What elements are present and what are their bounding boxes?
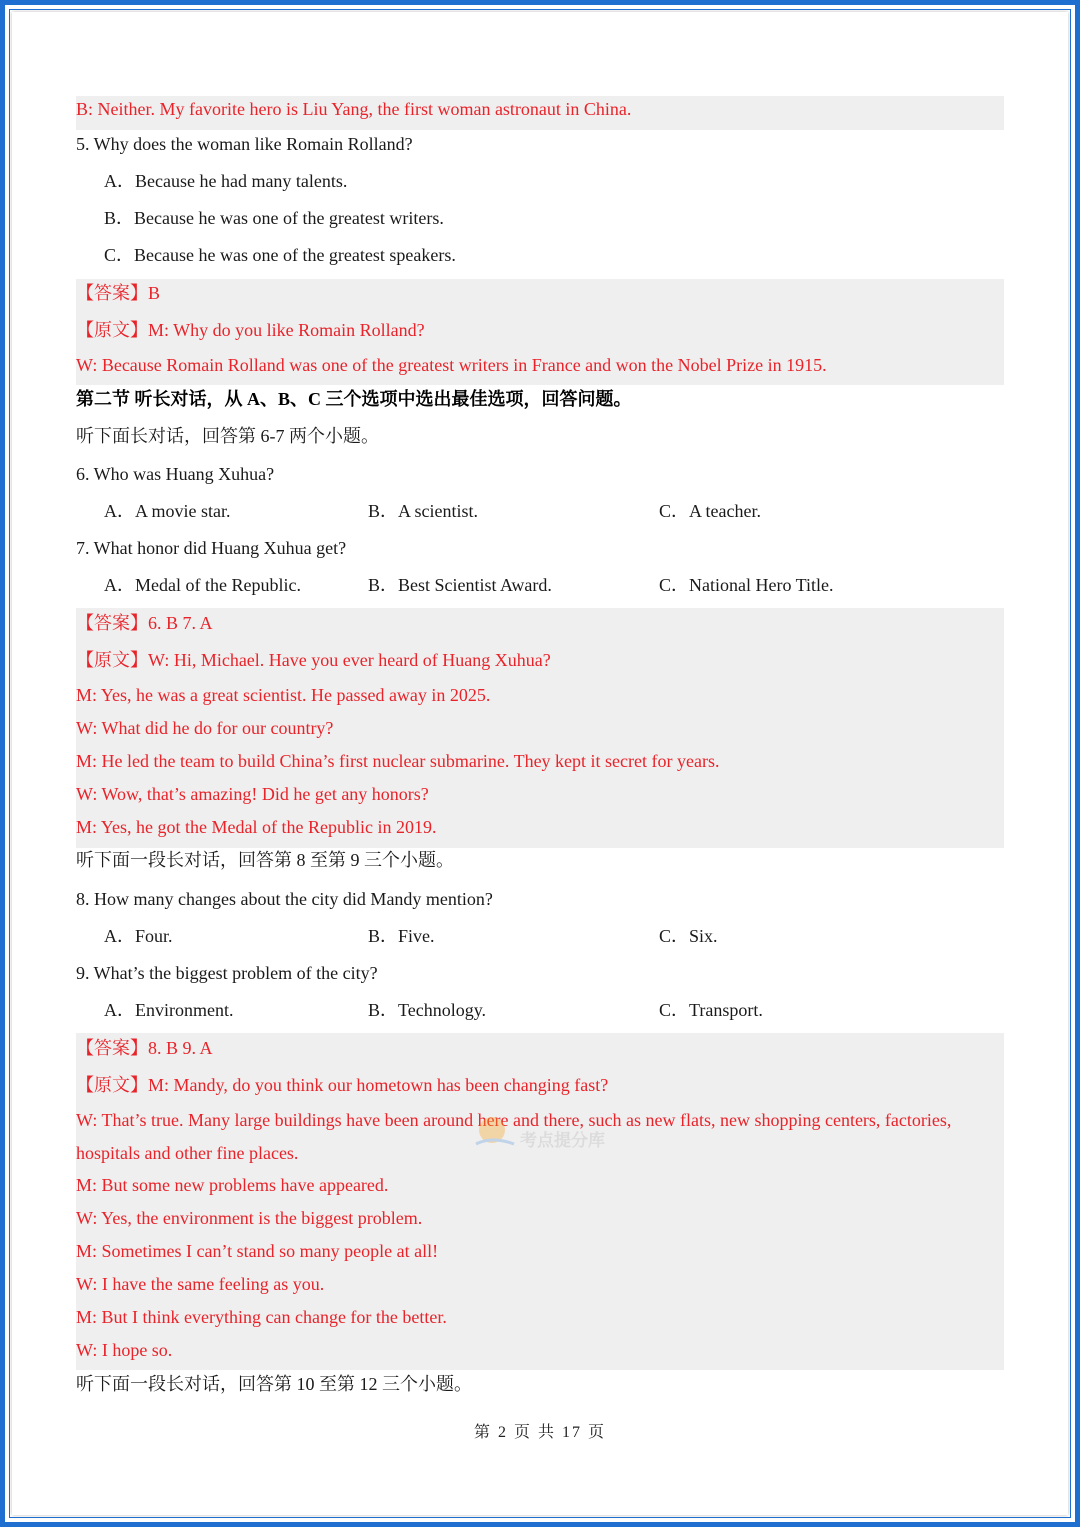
- answer-5: 【答案】B: [76, 283, 161, 303]
- dialogue-line: W: I have the same feeling as you.: [76, 1274, 325, 1294]
- question-9: 9. What’s the biggest problem of the city?: [76, 963, 378, 983]
- dialogue-line: hospitals and other fine places.: [76, 1143, 299, 1163]
- dialogue-line: M: He led the team to build China’s first nuclear submarine. They kept it secret for years.: [76, 751, 720, 771]
- option-6a: A．A movie star.: [104, 501, 231, 521]
- instruction: 听下面一段长对话，回答第 8 至第 9 三个小题。: [76, 850, 454, 870]
- instruction: 听下面一段长对话，回答第 10 至第 12 三个小题。: [76, 1374, 472, 1394]
- page-footer: 第 2 页 共 17 页: [473, 1424, 606, 1441]
- option-8a: A．Four.: [104, 926, 173, 946]
- question-5: 5. Why does the woman like Romain Rolland?: [76, 134, 413, 154]
- option-7b: B．Best Scientist Award.: [368, 575, 552, 595]
- dialogue-line: W: Because Romain Rolland was one of the greatest writers in France and won the Nobel Prize in 1915.: [76, 355, 827, 375]
- question-8: 8. How many changes about the city did Mandy mention?: [76, 889, 493, 909]
- dialogue-line: M: But some new problems have appeared.: [76, 1175, 389, 1195]
- watermark-logo: [470, 1108, 630, 1158]
- answer-6-7: 【答案】6. B 7. A: [76, 613, 213, 633]
- option-9c: C．Transport.: [659, 1000, 763, 1020]
- dialogue-line: W: Wow, that’s amazing! Did he get any honors?: [76, 784, 429, 804]
- dialogue-line: W: That’s true. Many large buildings have been around here and there, such as new flats, new shopping centers, factories,: [76, 1110, 952, 1130]
- dialogue-line: B: Neither. My favorite hero is Liu Yang, the first woman astronaut in China.: [76, 99, 632, 119]
- question-6: 6. Who was Huang Xuhua?: [76, 464, 275, 484]
- option-6b: B．A scientist.: [368, 501, 479, 521]
- instruction: 听下面长对话，回答第 6-7 两个小题。: [76, 426, 379, 446]
- dialogue-line: W: I hope so.: [76, 1340, 173, 1360]
- option-6c: C．A teacher.: [659, 501, 761, 521]
- question-7: 7. What honor did Huang Xuhua get?: [76, 538, 347, 558]
- option-5c: C．Because he was one of the greatest speakers.: [104, 245, 456, 265]
- dialogue-line: M: Yes, he got the Medal of the Republic in 2019.: [76, 817, 437, 837]
- dialogue-line: M: But I think everything can change for the better.: [76, 1307, 447, 1327]
- option-7c: C．National Hero Title.: [659, 575, 834, 595]
- option-8b: B．Five.: [368, 926, 435, 946]
- option-8c: C．Six.: [659, 926, 718, 946]
- dialogue-line: M: Sometimes I can’t stand so many people at all!: [76, 1241, 439, 1261]
- dialogue-line: M: Yes, he was a great scientist. He passed away in 2025.: [76, 685, 491, 705]
- option-5a: A．Because he had many talents.: [104, 171, 348, 191]
- watermark-text: 考点提分库: [520, 1131, 605, 1151]
- dialogue-line: W: What did he do for our country?: [76, 718, 334, 738]
- transcript-8-9: 【原文】M: Mandy, do you think our hometown has been changing fast?: [76, 1075, 609, 1095]
- option-9b: B．Technology.: [368, 1000, 487, 1020]
- transcript-6-7: 【原文】W: Hi, Michael. Have you ever heard of Huang Xuhua?: [76, 650, 551, 670]
- option-7a: A．Medal of the Republic.: [104, 575, 301, 595]
- transcript-5: 【原文】M: Why do you like Romain Rolland?: [76, 320, 425, 340]
- sun-logo-icon: [470, 1108, 520, 1158]
- dialogue-line: W: Yes, the environment is the biggest problem.: [76, 1208, 423, 1228]
- option-9a: A．Environment.: [104, 1000, 234, 1020]
- section-heading: 第二节 听长对话，从 A、B、C 三个选项中选出最佳选项，回答问题。: [76, 389, 632, 409]
- option-5b: B．Because he was one of the greatest writers.: [104, 208, 444, 228]
- answer-8-9: 【答案】8. B 9. A: [76, 1038, 213, 1058]
